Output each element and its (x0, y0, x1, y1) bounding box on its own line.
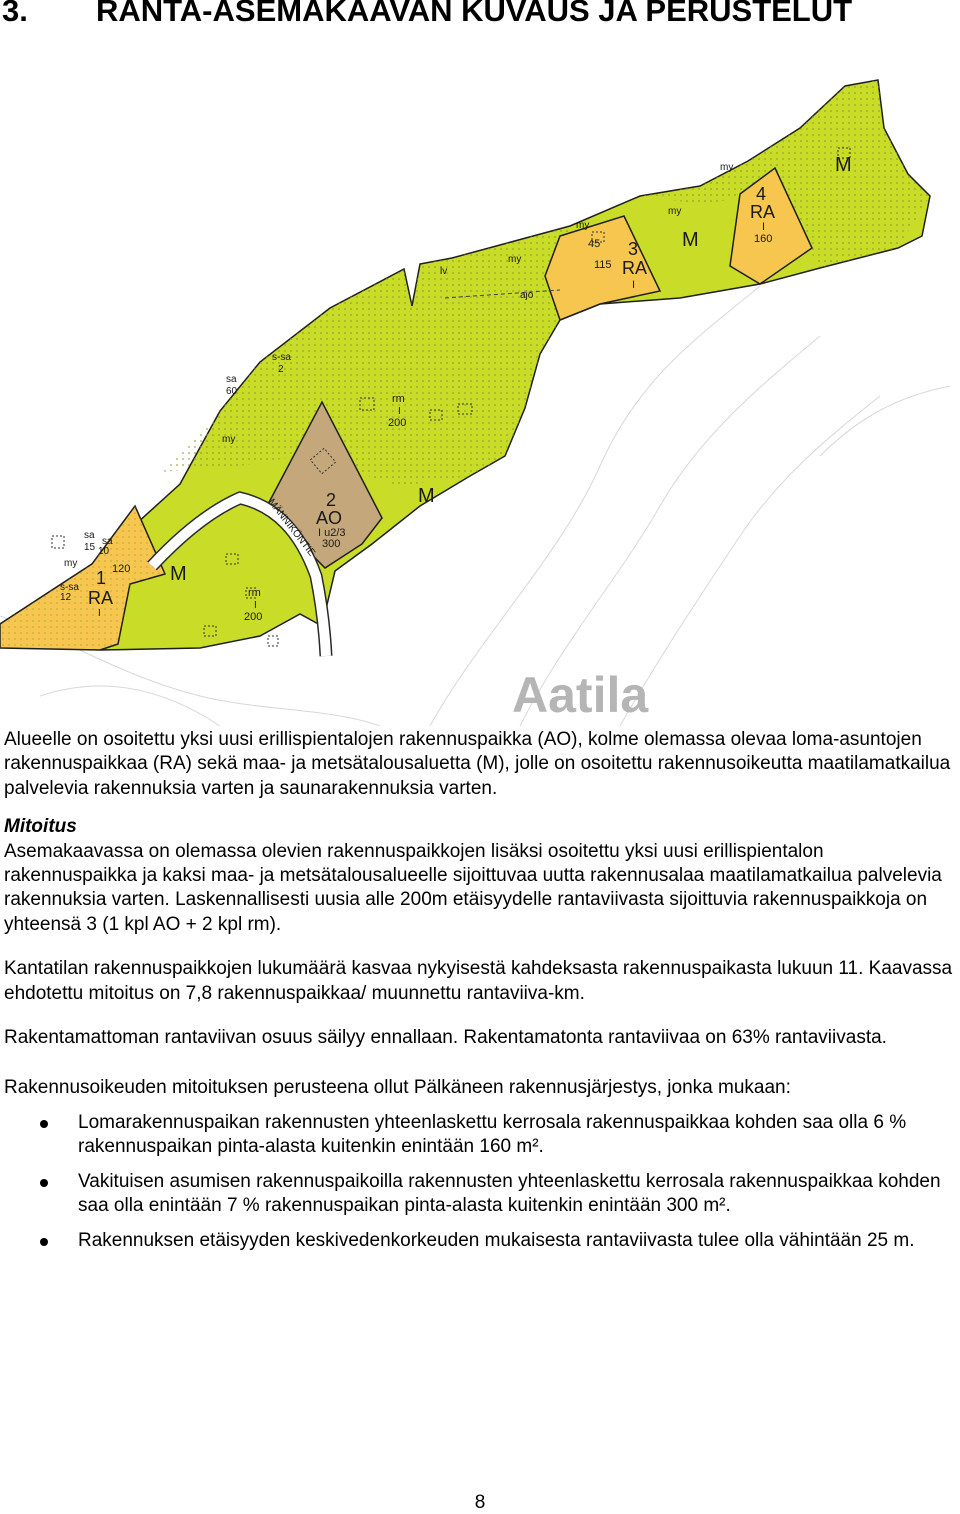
mitoitus-paragraph-3: Rakentamattoman rantaviivan osuus säilyy ennallaan. Rakentamatonta rantaviivaa on 63% rantaviivasta. (4, 1027, 887, 1049)
zoning-map (0, 36, 960, 726)
ra1-code: RA (88, 588, 114, 608)
rm-label-1: rm (392, 393, 405, 405)
label-m-4: M (170, 563, 187, 585)
ra1-sa1-val: 15 (84, 542, 96, 553)
label-my-4: my (720, 162, 734, 173)
label-my-1: my (508, 254, 522, 265)
ao-floor: I u2/3 (318, 527, 346, 539)
label-my-3: my (668, 206, 682, 217)
label-m-3: M (418, 485, 435, 507)
ra3-floor: I (632, 279, 636, 291)
road-name: MÄNNIKÖNTIE (265, 497, 318, 559)
ao-num: 2 (326, 490, 337, 510)
intro-paragraph: Alueelle on osoitettu yksi uusi erillispientalojen rakennuspaikka (AO), kolme olemassa olevaa loma-asuntojen rakennuspaikkaa (RA) sekä maa- ja metsätalousaluetta (M), jolle on osoitettu rakennusoikeutta maatilamatkailua palvelevia rakennuksia varten ja saunarakennuksia varten. (4, 729, 951, 799)
sa60-label: sa (226, 374, 237, 385)
list-item: Rakennuksen etäisyyden keskivedenkorkeuden mukaisesta rantaviivasta tulee olla vähintään 25 m. (4, 1229, 956, 1253)
ra1-sa1: sa (84, 530, 95, 541)
rm-floor-2: I (254, 600, 257, 611)
label-ajo: ajo (520, 290, 534, 301)
bullet-icon (40, 1238, 48, 1246)
mitoitus-paragraph-4: Rakennusoikeuden mitoituksen perusteena ollut Pälkäneen rakennusjärjestys, jonka mukaan: (4, 1077, 791, 1099)
section-title: RANTA-ASEMAKAAVAN KUVAUS JA PERUSTELUT (96, 0, 853, 28)
label-my-6: my (64, 558, 78, 569)
mitoitus-heading: Mitoitus (4, 816, 77, 838)
bullet-icon (40, 1179, 48, 1187)
page-number: 8 (474, 1492, 486, 1513)
ra4-num: 4 (756, 184, 767, 204)
ao-area: 300 (322, 538, 341, 550)
ra4-area: 160 (754, 233, 773, 245)
mitoitus-paragraph-2: Kantatilan rakennuspaikkojen lukumäärä kasvaa nykyisestä kahdeksasta rakennuspaikasta lukuun 11. Kaavassa ehdotettu mitoitus on 7,8 rakennuspaikkaa/ muunnettu rantaviiva-km. (4, 958, 953, 1004)
ra1-ssa: s-sa (60, 582, 79, 593)
document-body (4, 728, 956, 1253)
ra3-v1: 45 (588, 238, 601, 250)
label-m-1: M (835, 154, 852, 176)
label-lv: lv (440, 266, 448, 277)
section-number: 3. (2, 0, 28, 28)
ra1-sa2: sa (102, 536, 113, 547)
ra1-ssa-val: 12 (60, 592, 72, 603)
list-item: Vakituisen asumisen rakennuspaikoilla rakennusten yhteenlaskettu kerrosala rakennuspaikkaa kohden saa olla enintään 7 % rakennuspaikan pinta-alasta kuitenkin enintään 300 m². (4, 1170, 956, 1219)
rm-area-1: 200 (388, 417, 407, 429)
place-name: Aatila (512, 667, 649, 723)
label-my-2: my (576, 220, 590, 231)
label-my-5: my (222, 434, 236, 445)
ra1-floor: I (98, 608, 101, 619)
label-m-2: M (682, 229, 699, 251)
ra3-num: 3 (628, 239, 639, 259)
ra4-floor: I (762, 221, 766, 233)
list-item: Lomarakennuspaikan rakennusten yhteenlaskettu kerrosala rakennuspaikkaa kohden saa olla 6 % rakennuspaikan pinta-alasta kuitenkin enintään 160 m². (4, 1111, 956, 1160)
section-heading (0, 0, 960, 34)
ra1-num: 1 (96, 568, 107, 588)
ra1-sa2-val: 10 (98, 546, 110, 557)
ao-code: AO (316, 508, 343, 528)
ssa2-value: 2 (278, 364, 284, 375)
bullet-icon (40, 1120, 48, 1128)
sa60-value: 60 (226, 386, 238, 397)
ra1-area: 120 (112, 563, 131, 575)
ra3-v2: 115 (594, 259, 612, 271)
mitoitus-paragraph-1: Asemakaavassa on olemassa olevien rakennuspaikkojen lisäksi osoitettu yksi uusi erillispientalon rakennuspaikka ja kaksi maa- ja metsätalousalueelle sijoittuvaa uutta rakennusalaa maatilamatkailua palvelevia rakennuksia varten. Laskennallisesti uusia alle 200m etäisyydelle rantaviivasta sijoittuvia rakennuspaikkoja on yhteensä 3 (1 kpl AO + 2 kpl rm). (4, 840, 942, 935)
ra3-code: RA (622, 258, 648, 278)
ra4-code: RA (750, 202, 776, 222)
ssa2-label: s-sa (272, 352, 291, 363)
my-area (160, 226, 570, 486)
rm-area-2: 200 (244, 611, 263, 623)
rm-label-2: rm (248, 587, 261, 599)
rm-floor-1: I (398, 406, 401, 417)
rules-list (4, 1111, 956, 1253)
